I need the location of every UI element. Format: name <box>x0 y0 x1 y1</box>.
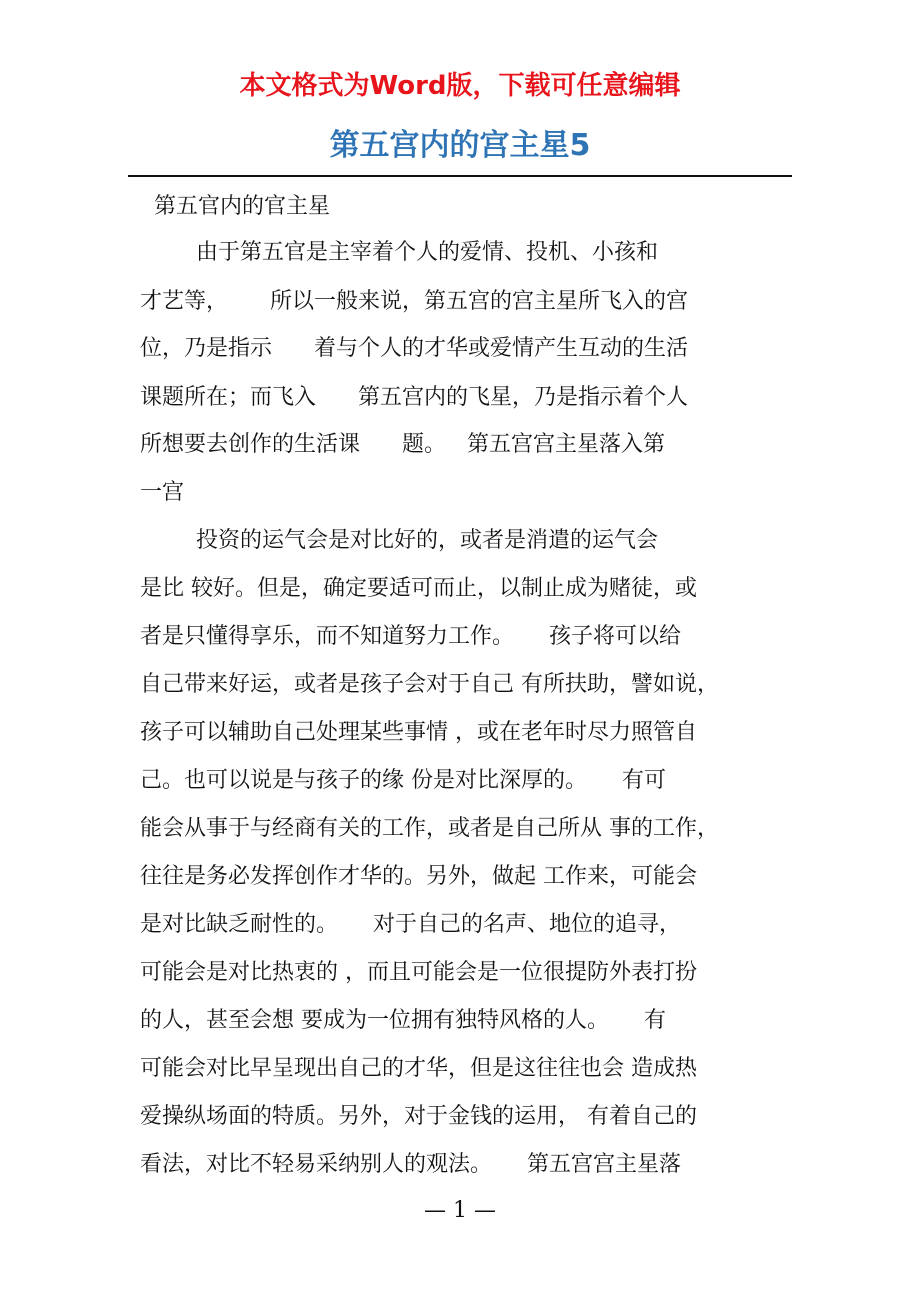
page-number: — 1 — <box>424 1198 496 1223</box>
body-line: 己。也可以说是与孩子的缘 份是对比深厚的。 有可 <box>140 768 666 793</box>
body-line: 往往是务必发挥创作才华的。另外，做起 工作来，可能会 <box>140 864 697 889</box>
title-divider <box>128 175 792 177</box>
body-line: 位，乃是指示 着与个人的才华或爱情产生互动的生活 <box>140 336 688 361</box>
body-line: 可能会是对比热衷的 ，而且可能会是一位很提防外表打扮 <box>140 960 697 985</box>
body-line: 是对比缺乏耐性的。 对于自己的名声、地位的追寻， <box>140 912 681 937</box>
format-banner: 本文格式为Word版，下载可任意编辑 <box>239 71 681 101</box>
body-line: 者是只懂得享乐，而不知道努力工作。 孩子将可以给 <box>140 624 681 649</box>
body-line: 才艺等， 所以一般来说，第五宫的宫主星所飞入的宫 <box>140 289 688 314</box>
body-line: 课题所在；而飞入 第五宫内的飞星，乃是指示着个人 <box>140 385 688 410</box>
body-line: 由于第五官是主宰着个人的爱情、投机、小孩和 <box>140 240 658 265</box>
body-line: 能会从事于与经商有关的工作，或者是自己所从 事的工作， <box>140 816 719 841</box>
body-line: 自己带来好运，或者是孩子会对于自己 有所扶助，譬如说， <box>140 672 719 697</box>
body-line: 一宫 <box>140 480 185 505</box>
body-line: 第五官内的官主星 <box>140 194 330 219</box>
body-line: 爱操纵场面的特质。另外，对于金钱的运用， 有着自己的 <box>140 1104 697 1129</box>
body-line: 看法，对比不轻易采纳别人的观法。 第五宫宫主星落 <box>140 1152 681 1177</box>
body-line: 所想要去创作的生活课 题。 第五宫宫主星落入第 <box>140 432 665 457</box>
body-line: 孩子可以辅助自己处理某些事情 ，或在老年时尽力照管自 <box>140 720 697 745</box>
body-line: 是比 较好。但是，确定要适可而止，以制止成为赌徒，或 <box>140 576 697 601</box>
body-line: 的人，甚至会想 要成为一位拥有独特风格的人。 有 <box>140 1008 666 1033</box>
page-title: 第五宫内的宫主星5 <box>329 128 591 163</box>
body-line: 投资的运气会是对比好的，或者是消遣的运气会 <box>140 528 658 553</box>
body-line: 可能会对比早呈现出自己的才华，但是这往往也会 造成热 <box>140 1056 697 1081</box>
